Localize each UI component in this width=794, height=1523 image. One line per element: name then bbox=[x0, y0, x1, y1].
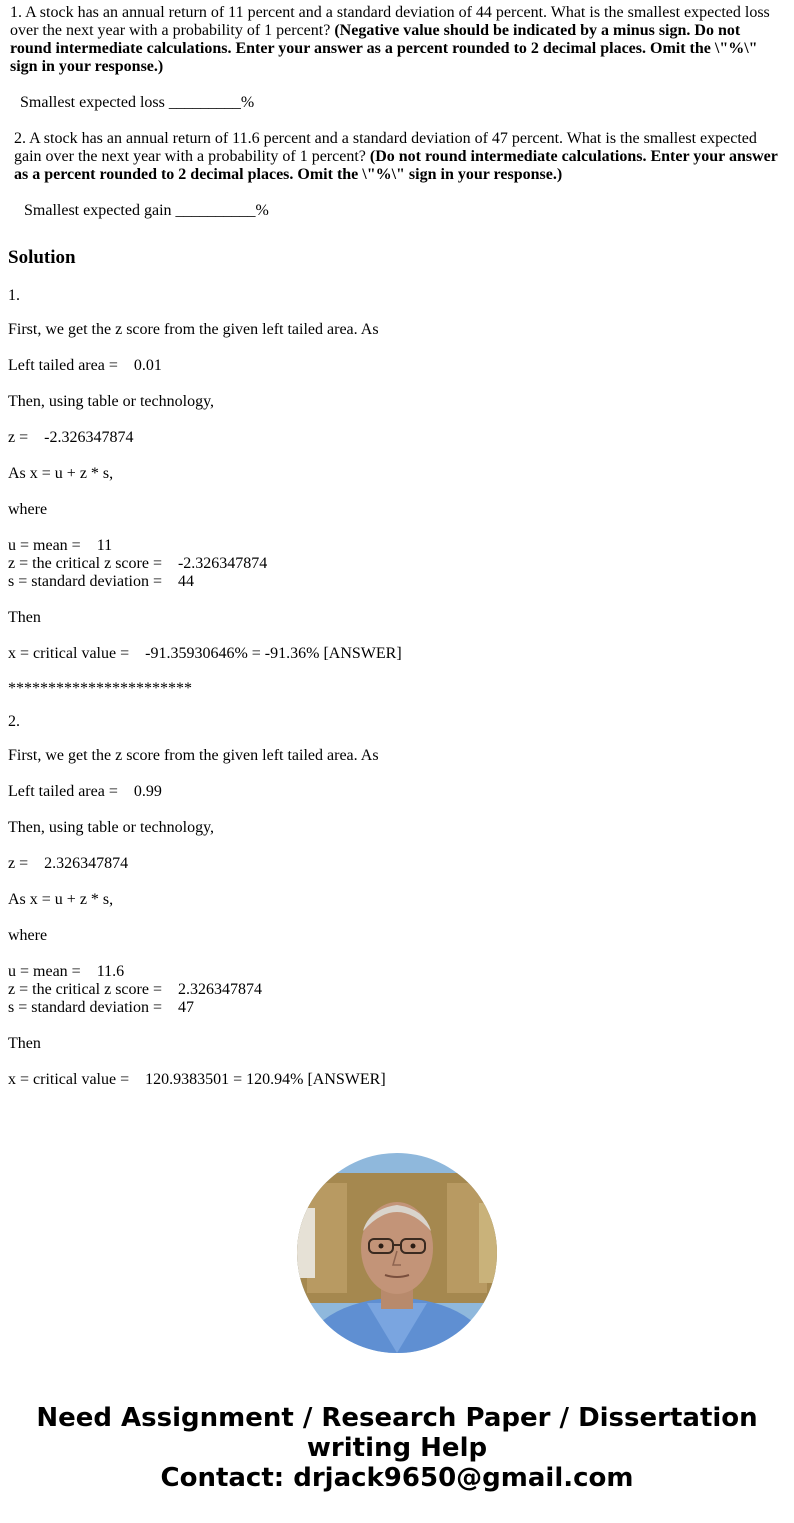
part-1-left-tailed-area: Left tailed area = 0.01 bbox=[8, 357, 162, 374]
question-2-instruction: (Do not round intermediate calculations. Enter your answer as a percent rounded to 2 decimal places. Omit the \"%\" sign in your response.) bbox=[14, 148, 778, 183]
part-2-number: 2. bbox=[8, 713, 20, 730]
question-1-text: 1. A stock has an annual return of 11 percent and a standard deviation of 44 percent. What is the smallest expected loss over the next year with a probability of 1 percent? bbox=[10, 4, 770, 39]
question-1-answer-blank: Smallest expected loss _________% bbox=[20, 94, 255, 111]
part-2-then: Then bbox=[8, 1035, 41, 1052]
part-2-std-dev: s = standard deviation = 47 bbox=[8, 999, 195, 1016]
contact-banner bbox=[0, 1403, 794, 1493]
part-1-mean: u = mean = 11 bbox=[8, 537, 113, 554]
part-1-answer: x = critical value = -91.35930646% = -91.36% [ANSWER] bbox=[8, 645, 402, 662]
part-1-critical-z: z = the critical z score = -2.326347874 bbox=[8, 555, 268, 572]
part-1-z-score: z = -2.326347874 bbox=[8, 429, 134, 446]
contact-banner-line-2: writing Help bbox=[306, 1433, 488, 1463]
question-1-instruction: (Negative value should be indicated by a minus sign. Do not round intermediate calculations. Enter your answer as a percent rounded to 2 decimal places. Omit the \"%\" sign in your response.) bbox=[10, 22, 758, 75]
contact-email: Contact: drjack9650@gmail.com bbox=[160, 1463, 634, 1493]
part-1-using-table: Then, using table or technology, bbox=[8, 393, 215, 410]
question-2-text: 2. A stock has an annual return of 11.6 percent and a standard deviation of 47 percent. What is the smallest expected gain over the next year with a probability of 1 percent? bbox=[14, 130, 757, 165]
solution-heading: Solution bbox=[8, 247, 76, 268]
part-2-mean: u = mean = 11.6 bbox=[8, 963, 125, 980]
part-2-critical-z: z = the critical z score = 2.326347874 bbox=[8, 981, 262, 998]
part-1-number: 1. bbox=[8, 287, 20, 304]
part-2-formula: As x = u + z * s, bbox=[8, 891, 114, 908]
question-2 bbox=[14, 130, 784, 184]
separator: *********************** bbox=[8, 680, 192, 697]
question-2-answer-blank: Smallest expected gain __________% bbox=[24, 202, 269, 219]
part-2-where: where bbox=[8, 927, 48, 944]
part-2-z-score: z = 2.326347874 bbox=[8, 855, 129, 872]
author-avatar bbox=[297, 1153, 497, 1353]
question-1 bbox=[10, 4, 780, 76]
part-1-where: where bbox=[8, 501, 48, 518]
part-2-left-tailed-area: Left tailed area = 0.99 bbox=[8, 783, 162, 800]
part-2-answer: x = critical value = 120.9383501 = 120.94% [ANSWER] bbox=[8, 1071, 386, 1088]
contact-banner-line-1: Need Assignment / Research Paper / Dissertation bbox=[36, 1403, 758, 1433]
part-2-using-table: Then, using table or technology, bbox=[8, 819, 215, 836]
part-1-then: Then bbox=[8, 609, 41, 626]
part-1-formula: As x = u + z * s, bbox=[8, 465, 114, 482]
part-1-std-dev: s = standard deviation = 44 bbox=[8, 573, 195, 590]
part-1-intro: First, we get the z score from the given left tailed area. As bbox=[8, 321, 379, 338]
author-portrait-icon bbox=[297, 1153, 497, 1353]
part-2-intro: First, we get the z score from the given left tailed area. As bbox=[8, 747, 379, 764]
